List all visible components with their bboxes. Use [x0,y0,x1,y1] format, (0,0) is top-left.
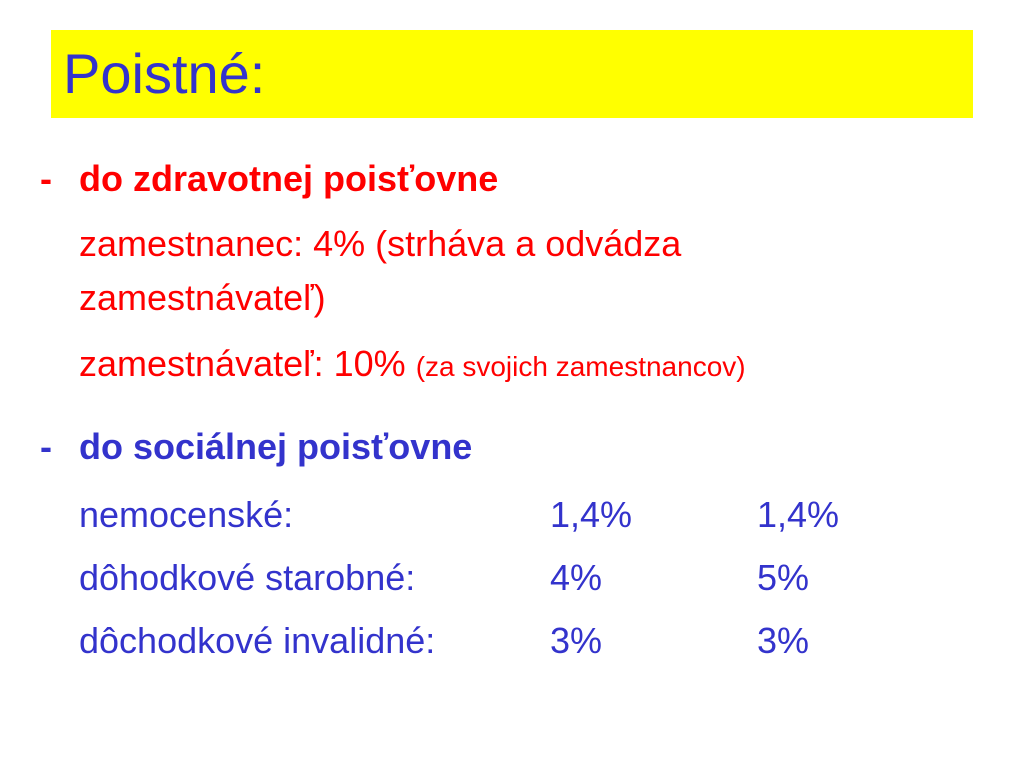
social-row-value-employer: 1,4% [757,494,840,535]
social-row-value-employee: 4% [550,557,603,598]
bullet-dash: - [40,158,52,199]
health-employee-line-2: zamestnávateľ) [79,277,326,318]
health-employer-line [79,342,746,385]
social-row-value-employer: 5% [757,557,810,598]
health-heading: do zdravotnej poisťovne [79,158,499,199]
social-row-label: dôchodkové invalidné: [79,620,436,661]
slide-title: Poistné: [63,42,266,105]
social-row-value-employee: 3% [550,620,603,661]
social-row-value-employee: 1,4% [550,494,633,535]
social-row-label: dôhodkové starobné: [79,557,416,598]
health-employee-line-1: zamestnanec: 4% (strháva a odvádza [79,223,682,264]
bullet-dash: - [40,426,52,467]
health-employer-main: zamestnávateľ: 10% [79,343,416,384]
social-row-label: nemocenské: [79,494,294,535]
social-heading: do sociálnej poisťovne [79,426,473,467]
health-employer-note: (za svojich zamestnancov) [415,351,746,382]
social-row-value-employer: 3% [757,620,810,661]
